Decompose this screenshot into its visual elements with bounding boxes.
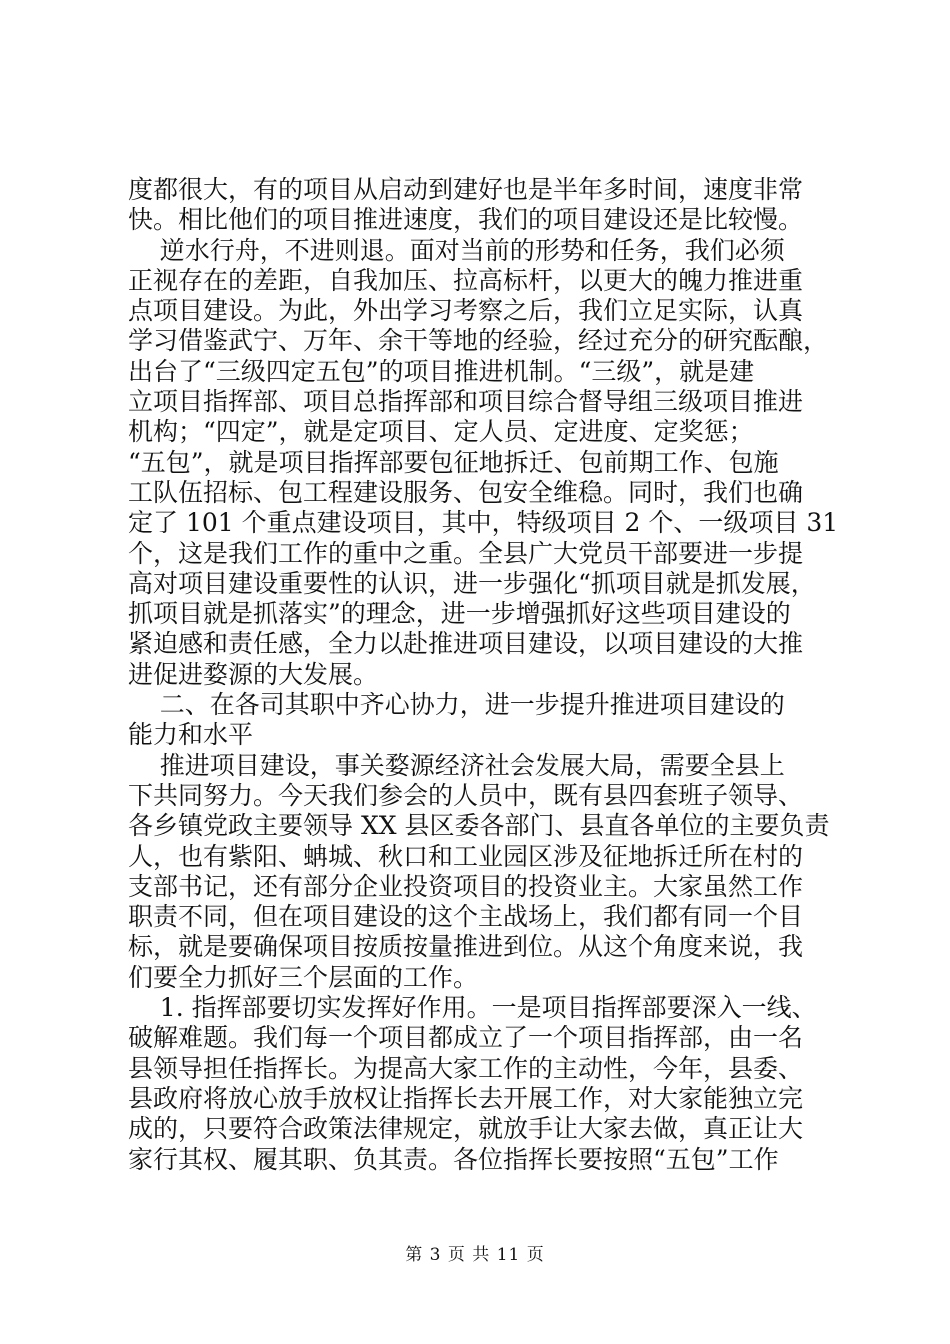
- text-line: 正视存在的差距，自我加压、拉高标杆，以更大的魄力推进重: [128, 265, 804, 295]
- document-body: [128, 175, 839, 1175]
- text-line: 点项目建设。为此，外出学习考察之后，我们立足实际，认真: [128, 296, 804, 326]
- text-line: 们要全力抓好三个层面的工作。: [128, 962, 479, 992]
- text-line: 破解难题。我们每一个项目都成立了一个项目指挥部，由一名: [128, 1023, 804, 1053]
- text-line: 下共同努力。今天我们参会的人员中，既有县四套班子领导、: [128, 780, 804, 810]
- text-line: 1. 指挥部要切实发挥好作用。一是项目指挥部要深入一线、: [128, 993, 817, 1023]
- text-line: 高对项目建设重要性的认识，进一步强化“抓项目就是抓发展，: [128, 568, 816, 598]
- text-line: “五包”，就是项目指挥部要包征地拆迁、包前期工作、包施: [128, 447, 779, 477]
- text-line: 立项目指挥部、项目总指挥部和项目综合督导组三级项目推进: [128, 387, 804, 417]
- text-line: 学习借鉴武宁、万年、余干等地的经验，经过充分的研究酝酿，: [128, 326, 829, 356]
- text-line: 人，也有紫阳、蚺城、秋口和工业园区涉及征地拆迁所在村的: [128, 841, 804, 871]
- text-line: 紧迫感和责任感，全力以赴推进项目建设，以项目建设的大推: [128, 629, 804, 659]
- text-line: 二、在各司其职中齐心协力，进一步提升推进项目建设的: [128, 690, 785, 720]
- text-line: 逆水行舟，不进则退。面对当前的形势和任务，我们必须: [128, 235, 785, 265]
- text-line: 快。相比他们的项目推进速度，我们的项目建设还是比较慢。: [128, 205, 804, 235]
- page-footer: 第 3 页 共 11 页: [405, 1245, 545, 1265]
- text-line: 定了 101 个重点建设项目，其中，特级项目 2 个、一级项目 31: [128, 508, 839, 538]
- text-line: 县领导担任指挥长。为提高大家工作的主动性，今年，县委、: [128, 1053, 804, 1083]
- text-line: 职责不同，但在项目建设的这个主战场上，我们都有同一个目: [128, 902, 804, 932]
- text-line: 各乡镇党政主要领导 XX 县区委各部门、县直各单位的主要负责: [128, 811, 830, 841]
- text-line: 成的，只要符合政策法律规定，就放手让大家去做，真正让大: [128, 1114, 804, 1144]
- text-line: 度都很大，有的项目从启动到建好也是半年多时间，速度非常: [128, 175, 804, 204]
- text-line: 机构；“四定”，就是定项目、定人员、定进度、定奖惩；: [128, 417, 754, 447]
- text-line: 出台了“三级四定五包”的项目推进机制。“三级”，就是建: [128, 356, 755, 386]
- text-line: 工队伍招标、包工程建设服务、包安全维稳。同时，我们也确: [128, 477, 804, 507]
- text-line: 家行其权、履其职、负其责。各位指挥长要按照“五包”工作: [128, 1144, 779, 1174]
- text-line: 标，就是要确保项目按质按量推进到位。从这个角度来说，我: [128, 932, 804, 962]
- text-line: 个，这是我们工作的重中之重。全县广大党员干部要进一步提: [128, 538, 804, 568]
- text-line: 支部书记，还有部分企业投资项目的投资业主。大家虽然工作: [128, 871, 804, 901]
- text-line: 能力和水平: [128, 720, 254, 750]
- text-line: 进促进婺源的大发展。: [128, 659, 379, 689]
- text-line: 抓项目就是抓落实”的理念，进一步增强抓好这些项目建设的: [128, 599, 791, 629]
- text-line: 推进项目建设，事关婺源经济社会发展大局，需要全县上: [128, 750, 785, 780]
- text-line: 县政府将放心放手放权让指挥长去开展工作，对大家能独立完: [128, 1083, 804, 1113]
